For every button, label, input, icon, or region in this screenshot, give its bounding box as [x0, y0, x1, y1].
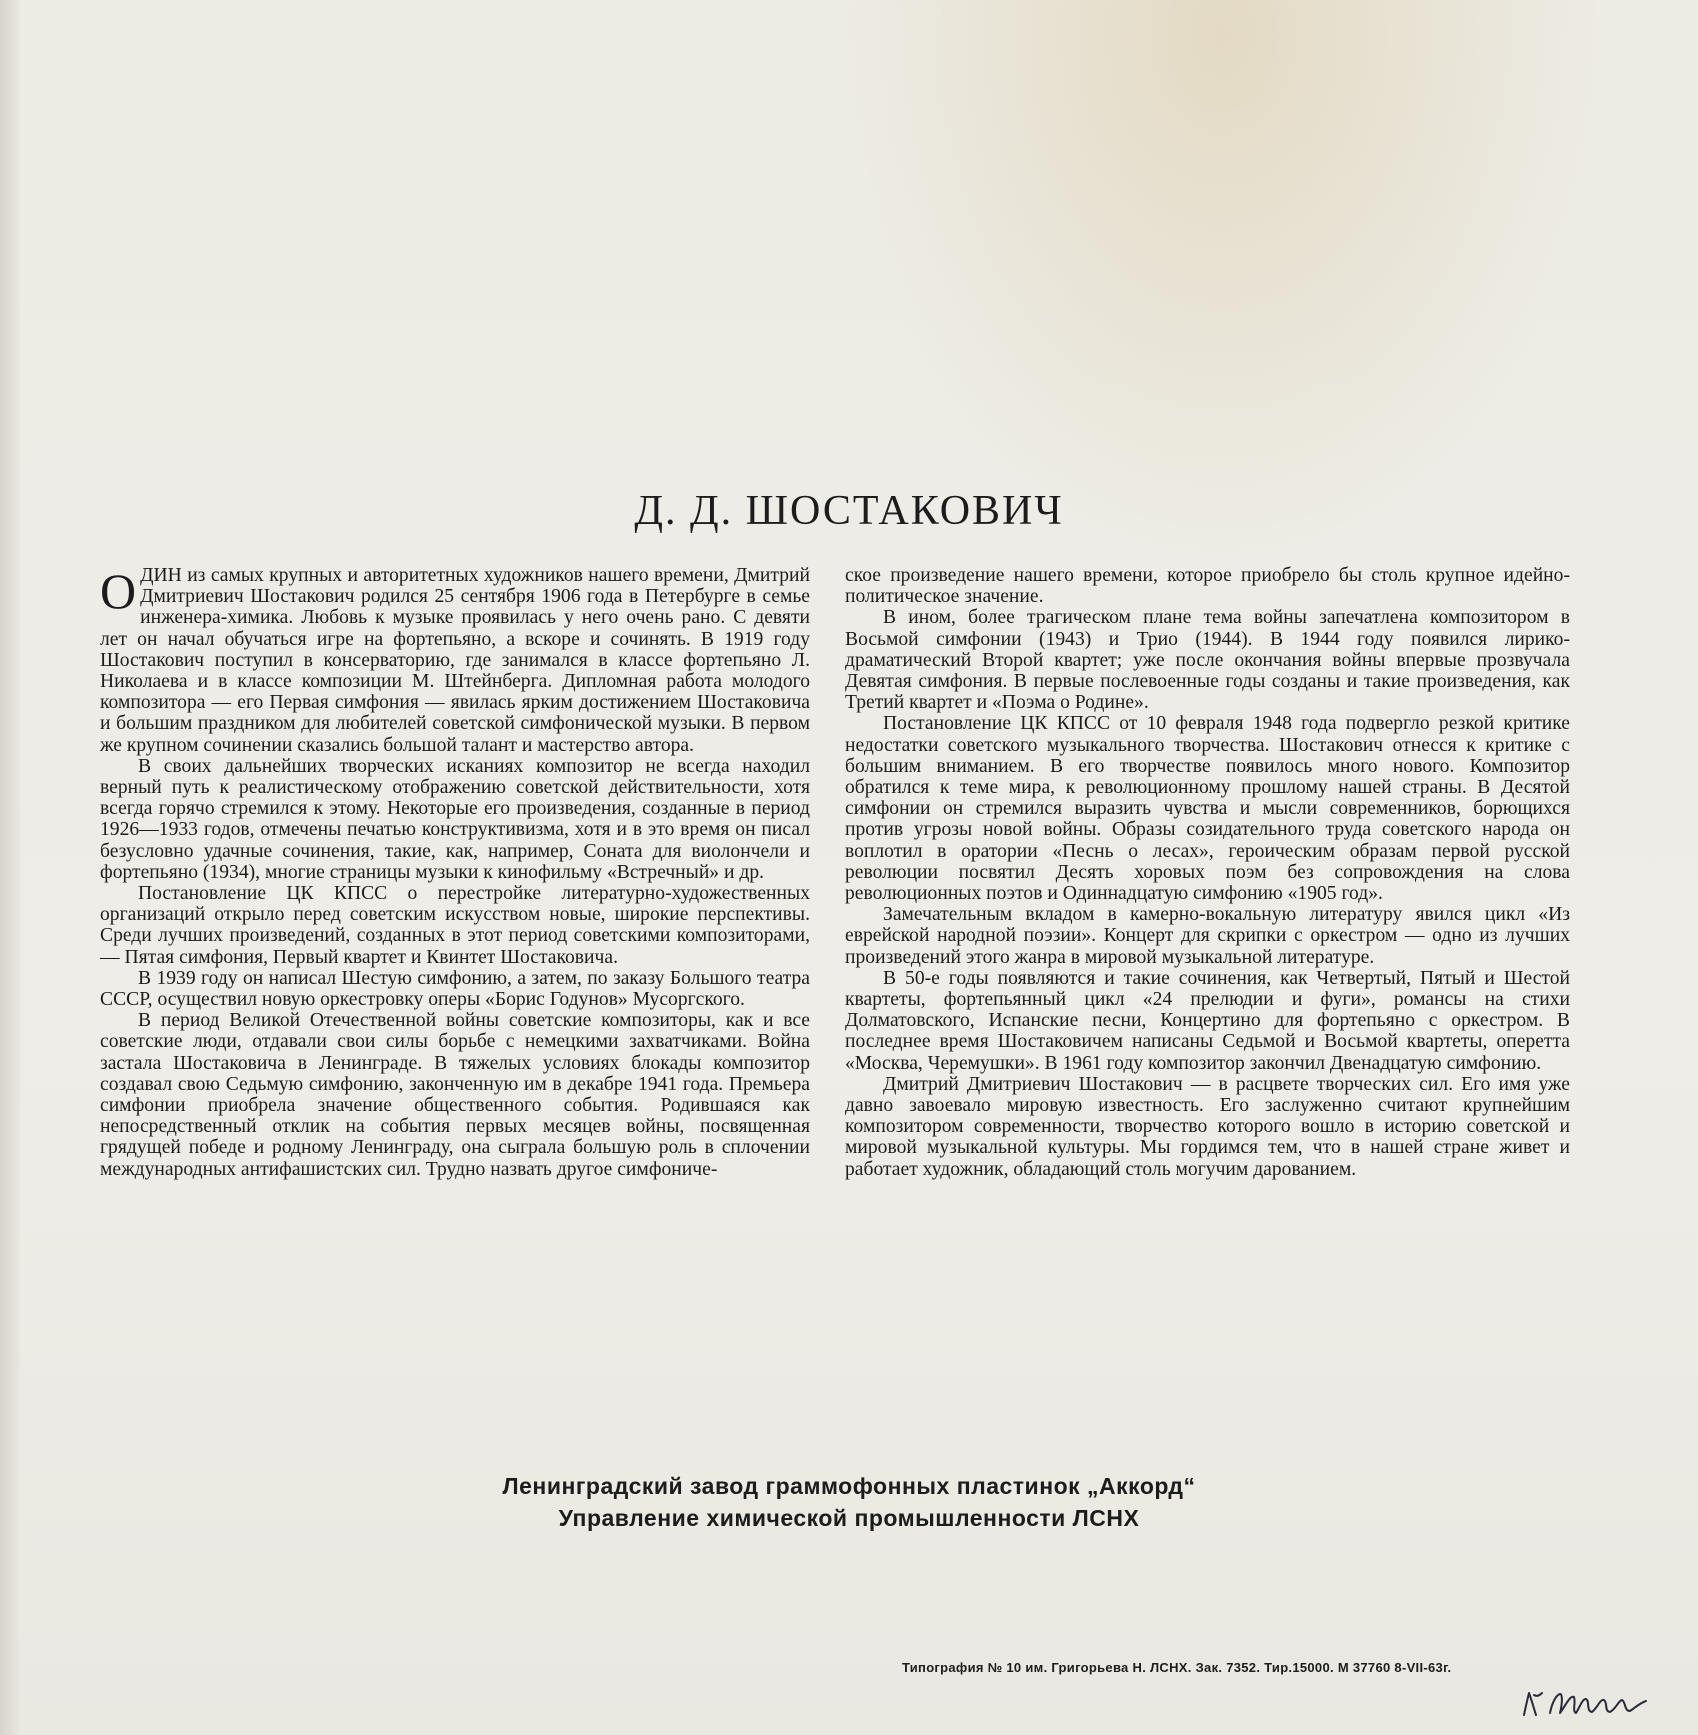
paragraph: В своих дальнейших творческих исканиях композитор не всегда находил верный путь к реалистическому отображению советской действительности, хотя всегда горячо стремился к этому. Некоторые его произведения, созданные в период 1926—1933 годов, отмечены печатью конструктивизма, хотя и в это время он писал безусловно удачные сочинения, такие, как, например, Соната для виолончели и фортепьяно (1934), многие страницы музыки к кинофильму «Встречный» и др.: [100, 755, 810, 883]
handwritten-signature: [1520, 1685, 1652, 1723]
paragraph: [100, 565, 810, 756]
right-text-column: [845, 565, 1570, 1180]
paragraph: ское произведение нашего времени, которое приобрело бы столь крупное идейно-политическое значение.: [845, 565, 1570, 608]
paragraph: В 1939 году он написал Шестую симфонию, а затем, по заказу Большого театра СССР, осуществил новую оркестровку оперы «Борис Годунов» Мусоргского.: [100, 967, 810, 1011]
paragraph: Замечательным вкладом в камерно-вокальную литературу явился цикл «Из еврейской народной поэзии». Концерт для скрипки с оркестром — одно из лучших произведений этого жанра в мировой музыкальной литературе.: [845, 904, 1570, 968]
publisher-line-2: Управление химической промышленности ЛСНХ: [558, 1505, 1140, 1531]
paragraph: В ином, более трагическом плане тема войны запечатлена композитором в Восьмой симфонии (1943) и Трио (1944). В 1944 году появился лирико-драматический Второй квартет; уже после окончания войны впервые прозвучала Девятая симфония. В первые послевоенные годы созданы и такие произведения, как Третий квартет и «Поэма о Родине».: [845, 607, 1570, 714]
left-text-column: [100, 565, 810, 1180]
paragraph: В период Великой Отечественной войны советские композиторы, как и все советские люди, отдавали свои силы борьбе с немецкими захватчиками. Война застала Шостаковича в Ленинграде. В тяжелых условиях блокады композитор создавал свою Седьмую симфонию, законченную им в декабре 1941 года. Премьера симфонии приобрела значение общественного события. Родившаяся как непосредственный отклик на события первых месяцев войны, посвященная грядущей победе и родному Ленинграду, она сыграла большую роль в сплочении международных антифашистских сил. Трудно назвать другое симфониче-: [100, 1010, 810, 1180]
paragraph: Дмитрий Дмитриевич Шостакович — в расцвете творческих сил. Его имя уже давно завоевало мировую известность. Его заслуженно считают крупнейшим композитором современности, творчество которого вошло в историю советской и мировой музыкальной культуры. Мы гордимся тем, что в нашей стране живет и работает художник, обладающий столь могучим дарованием.: [845, 1073, 1570, 1180]
drop-cap: О: [100, 563, 137, 619]
publisher-block: [0, 1470, 1698, 1534]
printer-imprint: Типография № 10 им. Григорьева Н. ЛСНХ. Зак. 7352. Тир.15000. М 37760 8-VII-63г.: [902, 1660, 1452, 1675]
paragraph: В 50-е годы появляются и такие сочинения, как Четвертый, Пятый и Шестой квартеты, фортепьянный цикл «24 прелюдии и фуги», романсы на стихи Долматовского, Испанские песни, Концертино для фортепьяно с оркестром. В последнее время Шостаковичем написаны Седьмой и Восьмой квартеты, оперетта «Москва, Черемушки». В 1961 году композитор закончил Двенадцатую симфонию.: [845, 967, 1570, 1074]
paragraph: Постановление ЦК КПСС о перестройке литературно-художественных организаций открыло перед советским искусством новые, широкие перспективы. Среди лучших произведений, созданных в этот период советскими композиторами, — Пятая симфония, Первый квартет и Квинтет Шостаковича.: [100, 883, 810, 968]
paragraph: Постановление ЦК КПСС от 10 февраля 1948 года подвергло резкой критике недостатки советского музыкального творчества. Шостакович отнесся к критике с большим вниманием. В его творчестве появилось много нового. Композитор обратился к теме мира, к революционному прошлому нашей страны. В Десятой симфонии он стремился выразить чувства и мысли современников, борющихся против угрозы новой войны. Образы созидательного труда советского народа он воплотил в оратории «Песнь о лесах», героическим образам первой русской революции посвятил Десять хоровых поэм без сопровождения на слова революционных поэтов и Одиннадцатую симфонию «1905 год».: [845, 713, 1570, 905]
publisher-line-1: Ленинградский завод граммофонных пластинок „Аккорд“: [502, 1473, 1196, 1499]
paragraph-text: ДИН из самых крупных и авторитетных художников нашего времени, Дмитрий Дмитриевич Шостакович родился 25 сентября 1906 года в Петербурге в семье инженера-химика. Любовь к музыке проявилась у него очень рано. С девяти лет он начал обучаться игре на фортепьяно, а вскоре и сочинять. В 1919 году Шостакович поступил в консерваторию, где занимался в классе фортепьяно Л. Николаева и в классе композиции М. Штейнберга. Дипломная работа молодого композитора — его Первая симфония — явилась ярким достижением Шостаковича и большим праздником для любителей советской симфонической музыки. В первом же крупном сочинении сказались большой талант и мастерство автора.: [100, 565, 810, 756]
page-title: Д. Д. ШОСТАКОВИЧ: [634, 488, 1064, 534]
